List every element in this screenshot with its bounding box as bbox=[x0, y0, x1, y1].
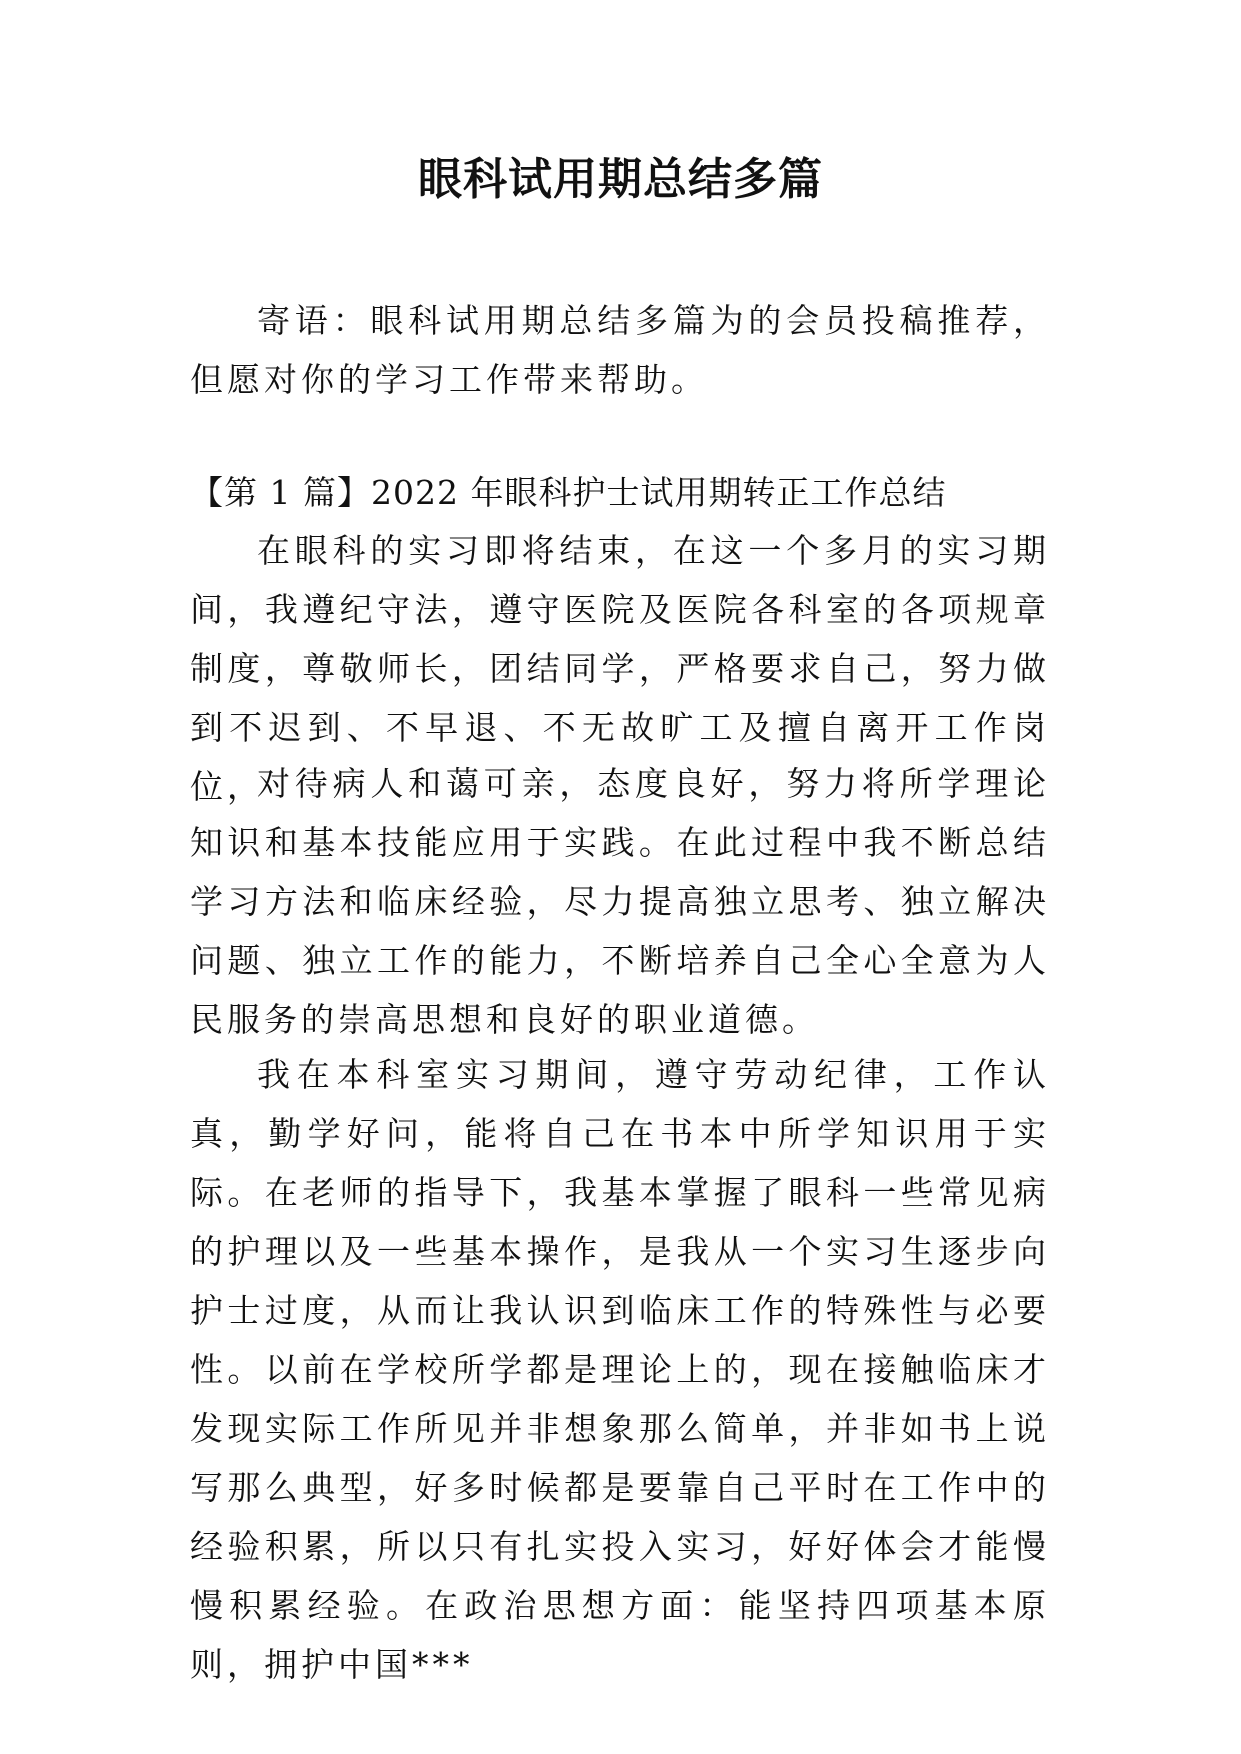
body-paragraph-3: 我在本科室实习期间，遵守劳动纪律，工作认真，勤学好问，能将自己在书本中所学知识用于实际。在老师的指导下，我基本掌握了眼科一些常见病的护理以及一些基本操作，是我从一个实习生逐步向护士过度，从而让我认识到临床工作的特殊性与必要性。以前在学校所学都是理论上的，现在接触临床才发现实际工作所见并非想象那么简单，并非如书上说写那么典型，好多时候都是要靠自己平时在工作中的经验积累，所以只有扎实投入实习，好好体会才能慢慢积累经验。在政治思想方面：能坚持四项基本原则，拥护中国*** bbox=[190, 1055, 1050, 1684]
body-paragraph-2: 对待病人和蔼可亲，态度良好，努力将所学理论知识和基本技能应用于实践。在此过程中我不断总结学习方法和临床经验，尽力提高独立思考、独立解决问题、独立工作的能力，不断培养自己全心全意为人民服务的崇高思想和良好的职业道德。 bbox=[190, 764, 1050, 1039]
section-heading: 【第 1 篇】2022 年眼科护士试用期转正工作总结 bbox=[190, 473, 947, 512]
document-title: 眼科试用期总结多篇 bbox=[418, 154, 823, 205]
body-paragraph-1: 在眼科的实习即将结束，在这一个多月的实习期间，我遵纪守法，遵守医院及医院各科室的各项规章制度，尊敬师长，团结同学，严格要求自己，努力做到不迟到、不早退、不无故旷工及擅自离开工作岗位， bbox=[190, 531, 1050, 806]
intro-paragraph: 寄语：眼科试用期总结多篇为的会员投稿推荐，但愿对你的学习工作带来帮助。 bbox=[190, 301, 1050, 399]
